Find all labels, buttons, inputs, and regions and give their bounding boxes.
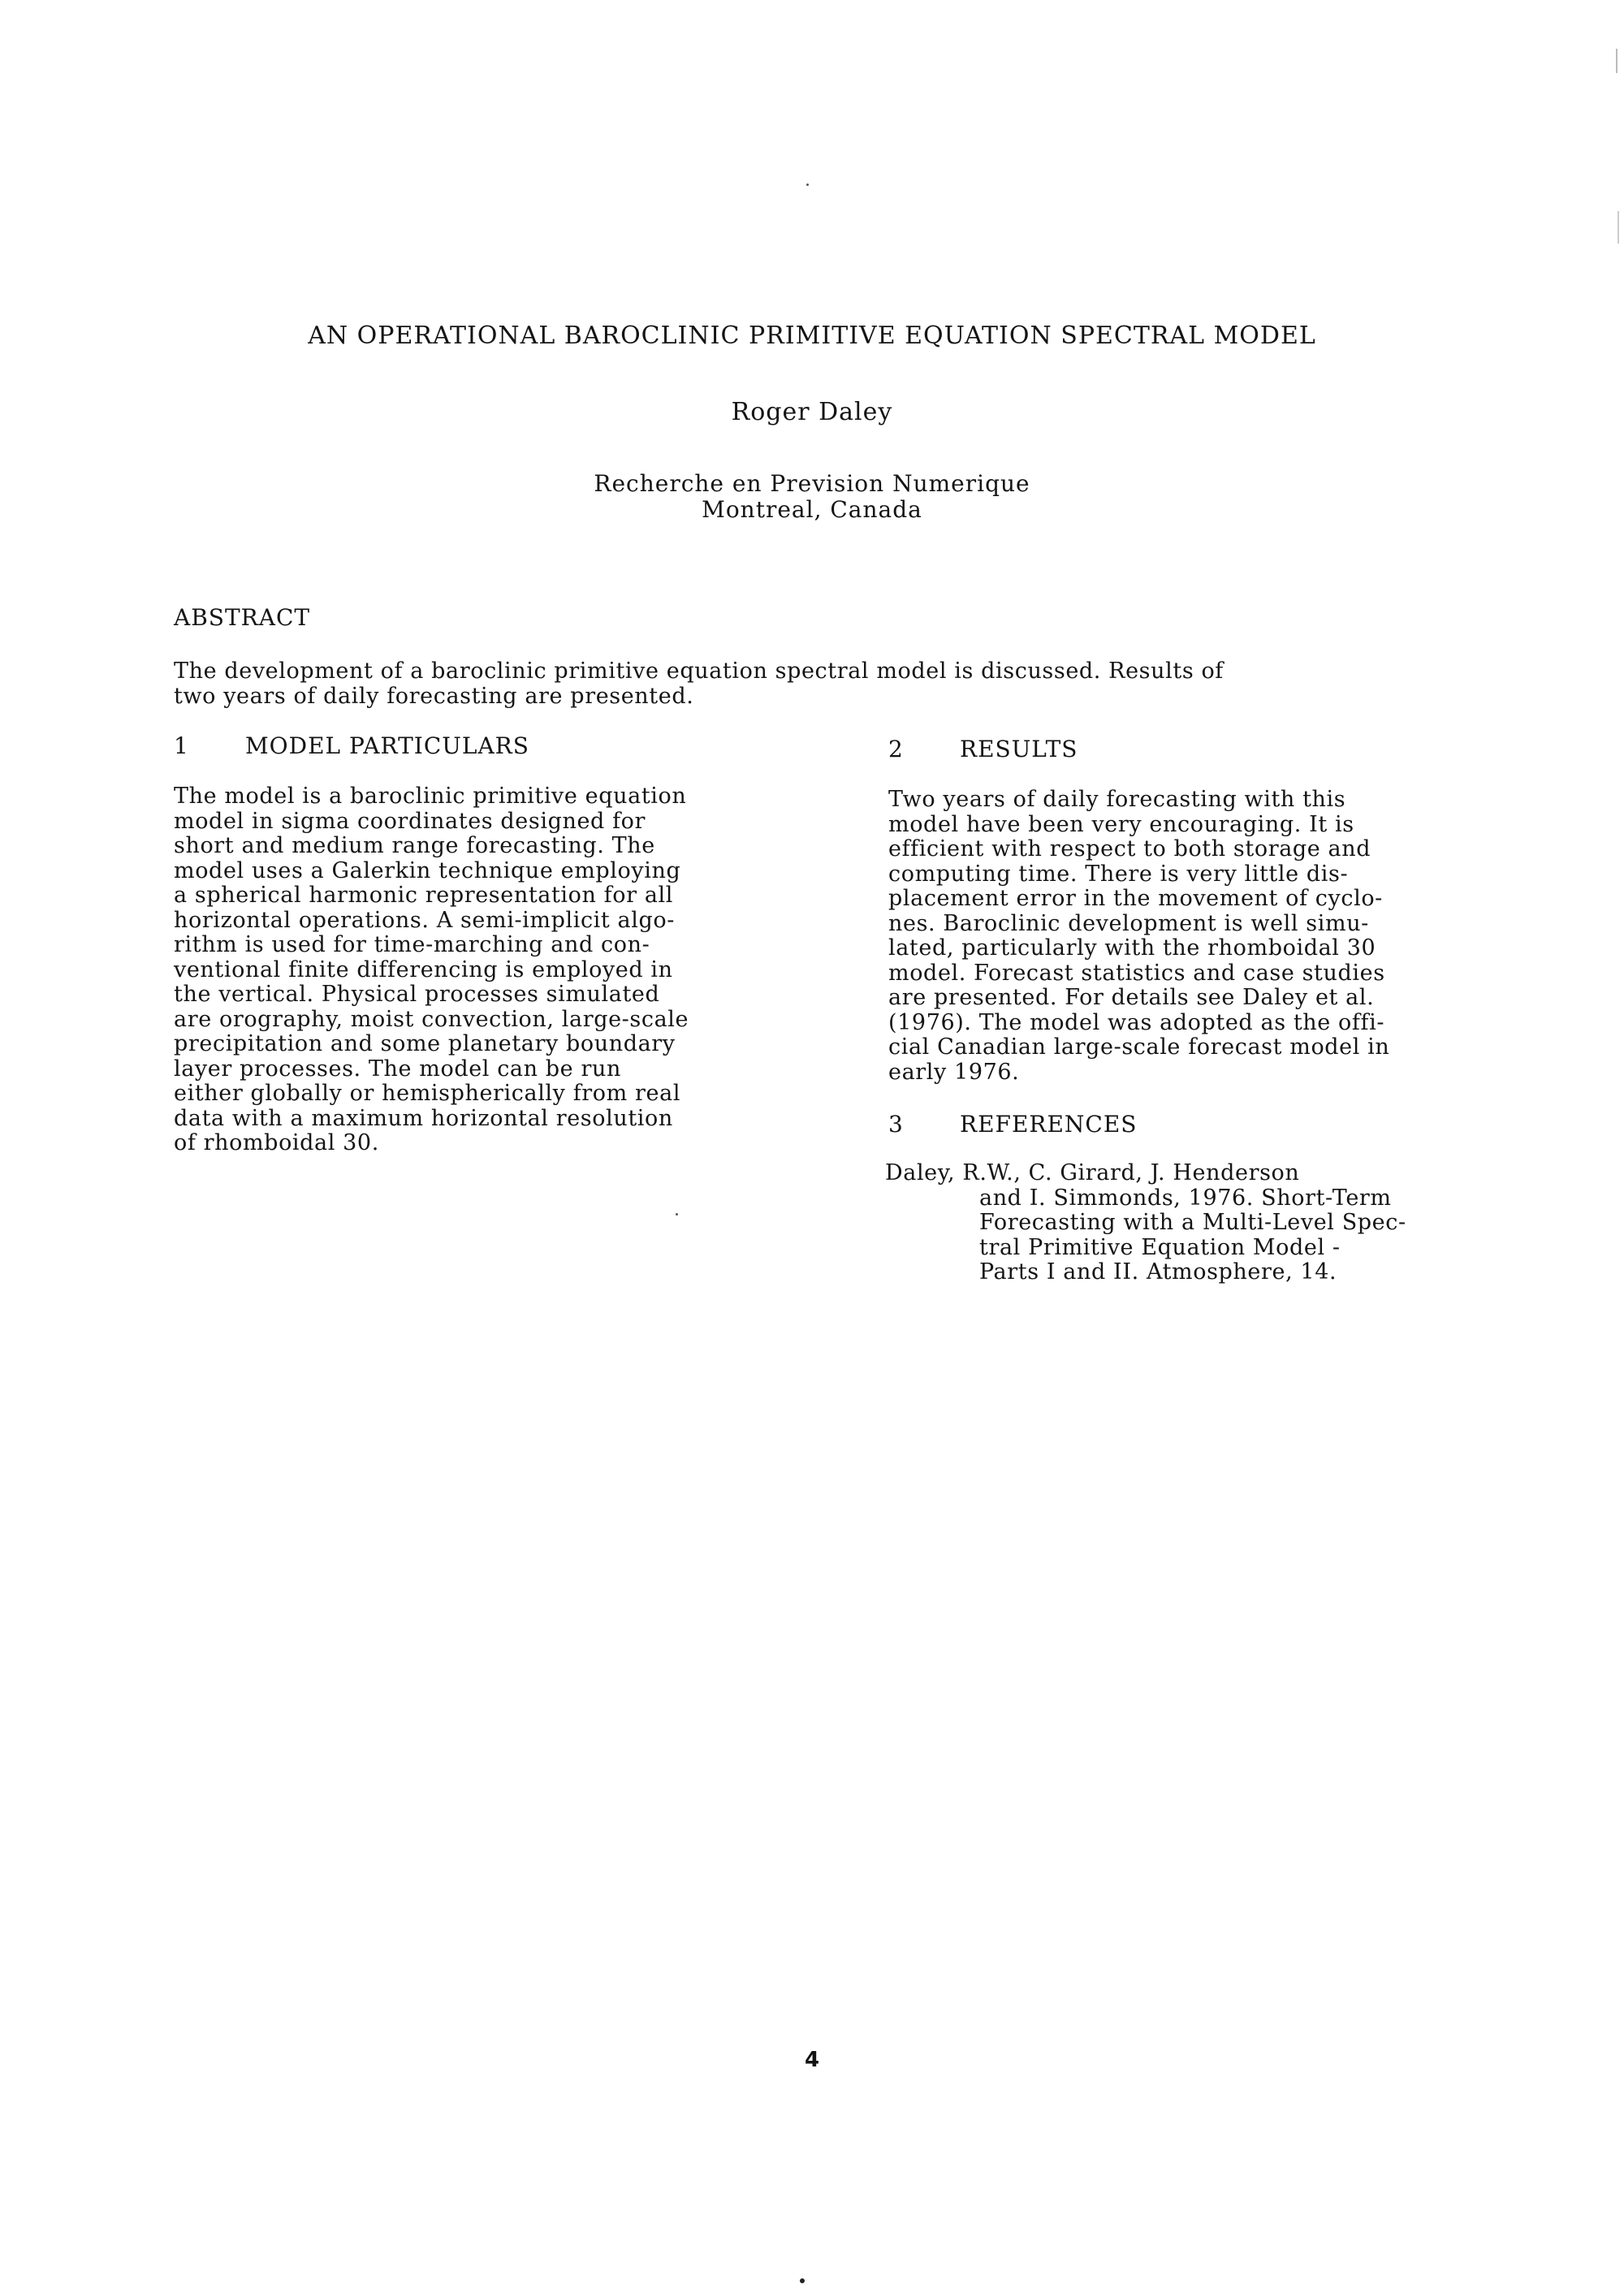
section-1-line: precipitation and some planetary boundary (174, 1031, 676, 1056)
abstract-line: The development of a baroclinic primitive equation spectral model is discussed. Results of (174, 659, 1224, 684)
page-number: 4 (804, 2048, 820, 2072)
section-1-line: model uses a Galerkin technique employing (174, 857, 681, 883)
section-2-line: model have been very encouraging. It is (888, 811, 1354, 837)
section-1-title: MODEL PARTICULARS (245, 732, 529, 759)
affiliation-institution: Recherche en Prevision Numerique (594, 470, 1030, 497)
paper-title: AN OPERATIONAL BAROCLINIC PRIMITIVE EQUATION SPECTRAL MODEL (308, 322, 1316, 350)
reference-line: and I. Simmonds, 1976. Short-Term (979, 1185, 1392, 1211)
section-1-line: model in sigma coordinates designed for (174, 808, 646, 834)
reference-line: Parts I and II. Atmosphere, 14. (979, 1259, 1337, 1285)
section-3-heading (888, 1111, 1137, 1138)
section-3-title: REFERENCES (960, 1111, 1138, 1138)
section-2-heading (888, 736, 1078, 762)
section-3-number: 3 (888, 1111, 904, 1138)
section-2-line: are presented. For details see Daley et al. (888, 985, 1375, 1010)
section-1-line: the vertical. Physical processes simulated (174, 982, 660, 1007)
section-1-line: of rhomboidal 30. (174, 1130, 379, 1155)
scan-speck (676, 1213, 678, 1216)
section-2-line: nes. Baroclinic development is well simu- (888, 910, 1369, 936)
section-1-line: a spherical harmonic representation for all (174, 883, 673, 908)
section-1-number: 1 (174, 732, 189, 759)
section-2-line: placement error in the movement of cyclo- (888, 886, 1383, 911)
reference-line: Forecasting with a Multi-Level Spec- (979, 1210, 1406, 1235)
section-1-line: layer processes. The model can be run (174, 1056, 621, 1082)
section-2-number: 2 (888, 736, 904, 762)
affiliation (0, 471, 1624, 523)
section-2-line: Two years of daily forecasting with this (888, 787, 1346, 812)
section-1-line: short and medium range forecasting. The (174, 833, 655, 858)
section-1-line: data with a maximum horizontal resolution (174, 1105, 673, 1131)
section-1-line: rithm is used for time-marching and con- (174, 932, 650, 957)
section-1-line: are orography, moist convection, large-scale (174, 1006, 689, 1032)
section-2-title: RESULTS (960, 736, 1078, 762)
section-1-line: either globally or hemispherically from real (174, 1081, 681, 1106)
reference-line: tral Primitive Equation Model - (979, 1234, 1341, 1260)
section-2-line: efficient with respect to both storage and (888, 836, 1371, 861)
section-1-line: ventional finite differencing is employed in (174, 956, 673, 982)
section-1-body (174, 784, 689, 1156)
section-1-line: The model is a baroclinic primitive equation (174, 784, 687, 809)
section-2-line: cial Canadian large-scale forecast model in (888, 1034, 1390, 1060)
scan-edge-mark (1618, 211, 1619, 244)
section-1-heading (174, 732, 529, 759)
section-1-line: horizontal operations. A semi-implicit algo- (174, 907, 675, 933)
scan-edge-mark (1616, 49, 1618, 73)
section-2-line: computing time. There is very little dis- (888, 861, 1349, 887)
author-name: Roger Daley (731, 398, 893, 426)
section-2-line: early 1976. (888, 1059, 1020, 1085)
affiliation-location: Montreal, Canada (702, 496, 922, 523)
abstract-heading: ABSTRACT (174, 604, 311, 631)
section-2-line: model. Forecast statistics and case studies (888, 960, 1385, 986)
scan-speck (800, 2278, 805, 2283)
reference-entry (885, 1161, 1406, 1285)
section-2-body (888, 788, 1389, 1085)
abstract-line: two years of daily forecasting are presented. (174, 683, 694, 709)
section-2-line: lated, particularly with the rhomboidal 30 (888, 935, 1376, 961)
reference-line: Daley, R.W., C. Girard, J. Henderson (885, 1160, 1300, 1185)
section-2-line: (1976). The model was adopted as the offi- (888, 1009, 1385, 1035)
scan-speck (806, 184, 809, 186)
abstract-body (174, 659, 1224, 709)
